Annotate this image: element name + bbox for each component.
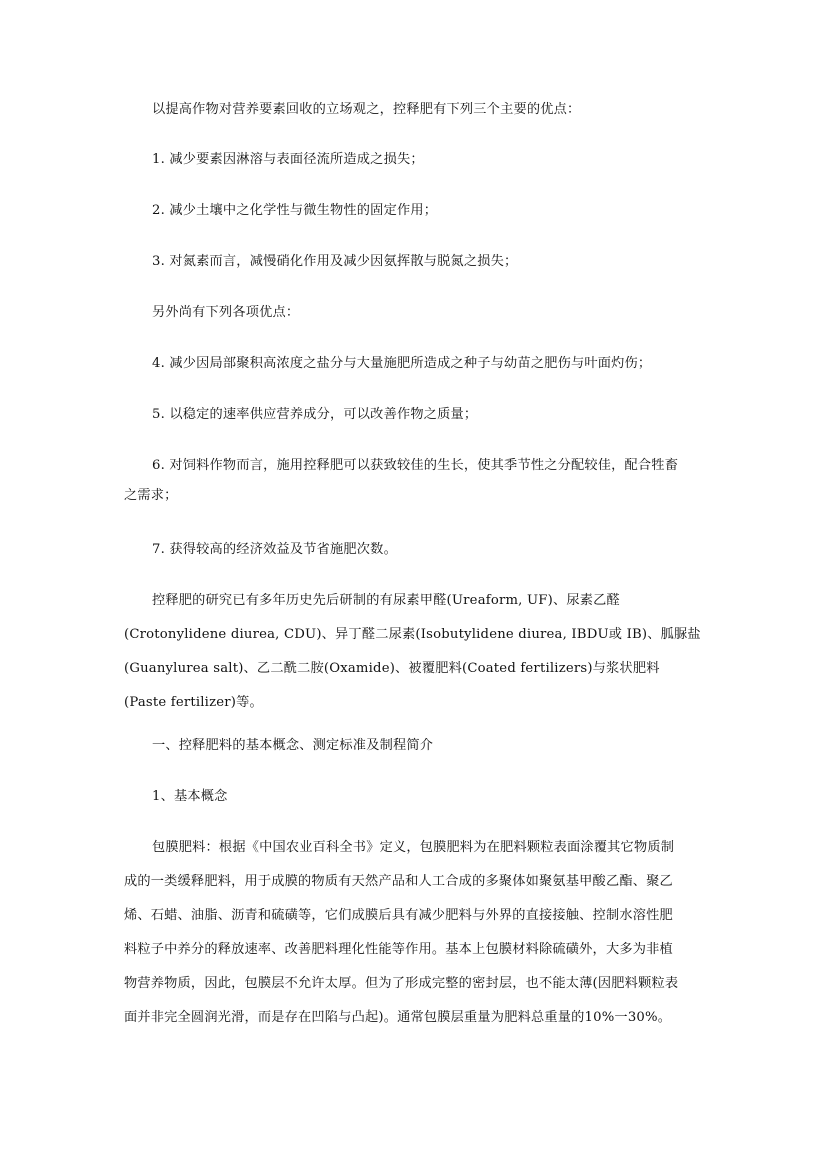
list-item-4: 4. 减少因局部聚积高浓度之盐分与大量施肥所造成之种子与幼苗之肥伤与叶面灼伤； [152,356,652,371]
list-item-7: 7. 获得较高的经济效益及节省施肥次数。 [152,542,397,557]
list-item-6 [124,449,708,513]
list-item-6-line: 6. 对饲料作物而言，施用控释肥可以获致较佳的生长，使其季节性之分配较佳，配合牲畜 [152,458,679,473]
paragraph-coated-line: 料粒子中养分的释放速率、改善肥料理化性能等作用。基本上包膜材料除硫磺外，大多为非植 [124,942,673,957]
paragraph-history-line: (Crotonylidene diurea, CDU)、异丁醛二尿素(Isobutylidene diurea, IBDU或 IB)、胍脲盐 [124,627,701,642]
paragraph-history-line: (Guanylurea salt)、乙二酰二胺(Oxamide)、被覆肥料(Coated fertilizers)与浆状肥料 [124,661,660,676]
paragraph-coated-line: 成的一类缓释肥料，用于成膜的物质有天然产品和人工合成的多聚体如聚氨基甲酸乙酯、聚乙 [124,874,673,889]
list-item-3: 3. 对氮素而言，减慢硝化作用及减少因氨挥散与脱氮之损失； [152,254,518,269]
paragraph-intro: 以提高作物对营养要素回收的立场观之，控释肥有下列三个主要的优点： [152,102,581,117]
paragraph-intro-b: 另外尚有下列各项优点： [152,305,300,320]
paragraph-coated-line: 面并非完全圆润光滑，而是存在凹陷与凸起)。通常包膜层重量为肥料总重量的10%一30%。 [124,1010,672,1025]
paragraph-coated-fertilizer [124,831,708,1035]
list-item-2: 2. 减少土壤中之化学性与微生物性的固定作用； [152,203,438,218]
paragraph-coated-line: 物营养物质，因此，包膜层不允许太厚。但为了形成完整的密封层，也不能太薄(因肥料颗粒表 [124,976,679,991]
section-heading: 一、控释肥料的基本概念、测定标准及制程简介 [152,738,434,753]
paragraph-coated-line: 烯、石蜡、油脂、沥青和硫磺等，它们成膜后具有减少肥料与外界的直接接触、控制水溶性肥 [124,908,673,923]
subsection-heading: 1、基本概念 [152,789,228,804]
paragraph-history-line: 控释肥的研究已有多年历史先后研制的有尿素甲醛(Ureaform, UF)、尿素乙醛 [152,593,620,608]
paragraph-history [124,584,708,720]
list-item-5: 5. 以稳定的速率供应营养成分，可以改善作物之质量； [152,407,478,422]
list-item-1: 1. 减少要素因淋溶与表面径流所造成之损失； [152,152,424,167]
paragraph-coated-line: 包膜肥料：根据《中国农业百科全书》定义，包膜肥料为在肥料颗粒表面涂覆其它物质制 [152,840,675,855]
list-item-6-line: 之需求； [124,488,178,503]
paragraph-history-line: (Paste fertilizer)等。 [124,695,263,710]
